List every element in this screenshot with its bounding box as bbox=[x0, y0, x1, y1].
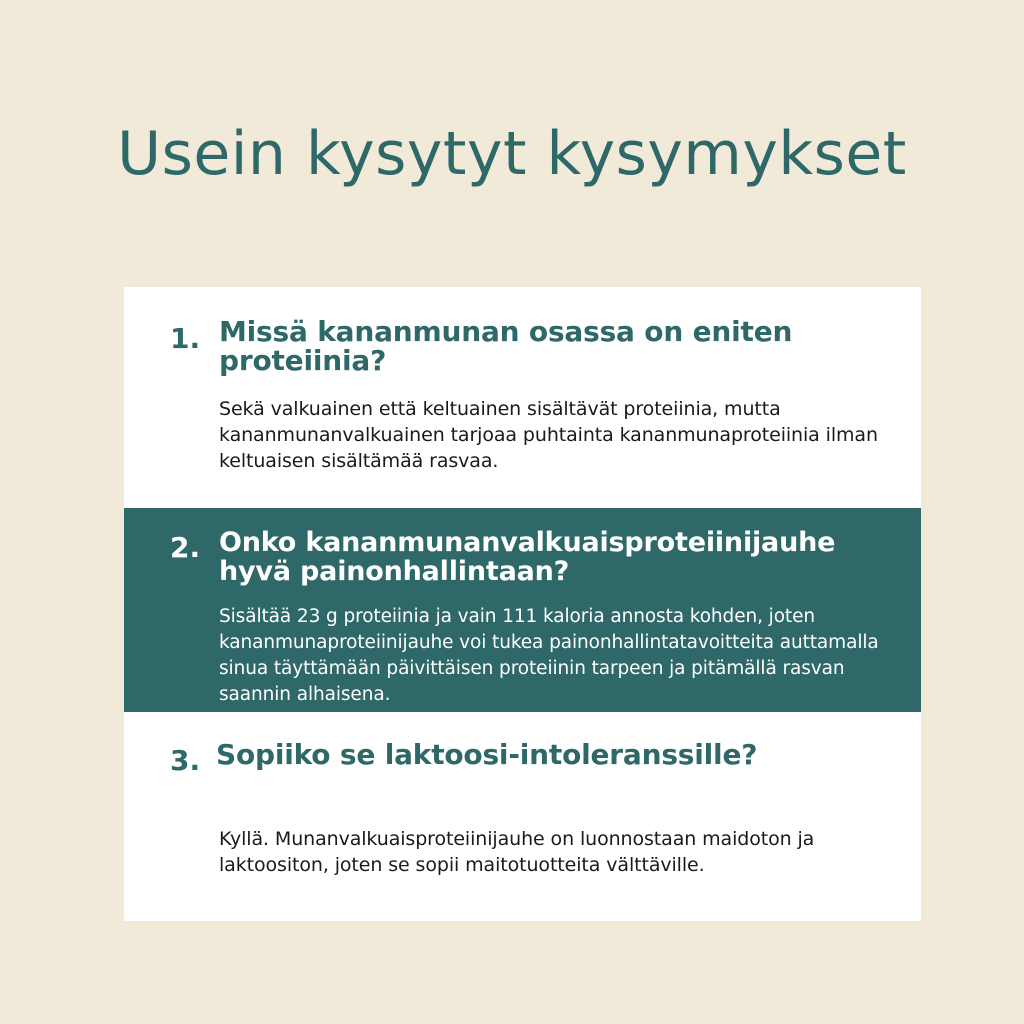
page-title: Usein kysytyt kysymykset bbox=[117, 119, 907, 189]
faq-card bbox=[124, 287, 921, 921]
faq-number: 1. bbox=[170, 322, 201, 355]
faq-item-highlighted bbox=[124, 508, 921, 712]
faq-question: Onko kananmunanvalkuaisproteiinijauhe hyvä painonhallintaan? bbox=[219, 527, 836, 587]
faq-answer: Kyllä. Munanvalkuaisproteiinijauhe on luonnostaan maidoton ja laktoositon, joten se sopii maitotuotteita välttäville. bbox=[219, 828, 815, 876]
faq-answer: Sekä valkuainen että keltuainen sisältävät proteiinia, mutta kananmunanvalkuainen tarjoaa puhtainta kananmunaproteiinia ilman keltuaisen sisältämää rasvaa. bbox=[219, 398, 878, 472]
faq-item bbox=[124, 712, 921, 921]
faq-question: Sopiiko se laktoosi-intoleranssille? bbox=[216, 738, 758, 771]
faq-number: 3. bbox=[170, 744, 201, 777]
faq-question: Missä kananmunan osassa on eniten proteiinia? bbox=[219, 315, 793, 377]
faq-item bbox=[124, 287, 921, 508]
faq-number: 2. bbox=[170, 531, 201, 564]
faq-answer: Sisältää 23 g proteiinia ja vain 111 kaloria annosta kohden, joten kananmunaproteiinijauhe voi tukea painonhallintatavoitteita auttamalla sinua täyttämään päivittäisen proteiinin tarpeen ja pitämällä rasvan saannin alhaisena. bbox=[219, 606, 879, 705]
